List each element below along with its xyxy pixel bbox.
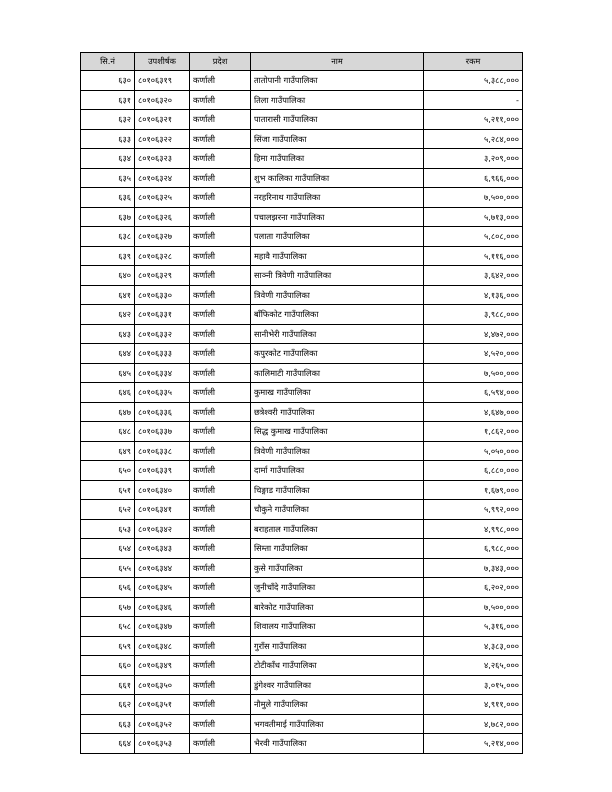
table-row: [81, 90, 523, 110]
amount-cell: ७,५००,०००: [424, 597, 523, 617]
serial-number-cell: ६५५: [81, 558, 135, 578]
table-row: [81, 402, 523, 422]
serial-number-cell: ६४०: [81, 266, 135, 286]
province-cell: कर्णाली: [190, 402, 251, 422]
subheading-code-cell: ८०१०६३३१: [135, 305, 190, 325]
amount-cell: ५,३१६,०००: [424, 617, 523, 637]
province-cell: कर्णाली: [190, 656, 251, 676]
municipality-name-cell: त्रिवेणी गाउँपालिका: [251, 441, 424, 461]
table-row: [81, 324, 523, 344]
municipality-name-cell: भैरवी गाउँपालिका: [251, 734, 424, 754]
province-cell: कर्णाली: [190, 636, 251, 656]
subheading-code-cell: ८०१०६३४६: [135, 597, 190, 617]
subheading-code-cell: ८०१०६३१९: [135, 71, 190, 91]
municipality-name-cell: भगवतीमाई गाउँपालिका: [251, 714, 424, 734]
table-row: [81, 500, 523, 520]
serial-number-cell: ६६१: [81, 675, 135, 695]
serial-number-cell: ६५९: [81, 636, 135, 656]
subheading-code-cell: ८०१०६३२७: [135, 227, 190, 247]
amount-cell: ६,९८८,०००: [424, 539, 523, 559]
header-name: नाम: [251, 53, 424, 71]
municipality-name-cell: छत्रेश्वरी गाउँपालिका: [251, 402, 424, 422]
amount-cell: ५,११६,०००: [424, 246, 523, 266]
table-row: [81, 519, 523, 539]
subheading-code-cell: ८०१०६३४०: [135, 480, 190, 500]
municipality-name-cell: डुंगेश्वर गाउँपालिका: [251, 675, 424, 695]
province-cell: कर्णाली: [190, 71, 251, 91]
municipality-name-cell: सानीभेरी गाउँपालिका: [251, 324, 424, 344]
serial-number-cell: ६४७: [81, 402, 135, 422]
municipality-name-cell: नरहरिनाथ गाउँपालिका: [251, 188, 424, 208]
serial-number-cell: ६५२: [81, 500, 135, 520]
serial-number-cell: ६३४: [81, 149, 135, 169]
subheading-code-cell: ८०१०६३२५: [135, 188, 190, 208]
table-row: [81, 149, 523, 169]
province-cell: कर्णाली: [190, 383, 251, 403]
table-row: [81, 558, 523, 578]
header-subheading-code: उपशीर्षक: [135, 53, 190, 71]
municipality-name-cell: तातोपानी गाउँपालिका: [251, 71, 424, 91]
serial-number-cell: ६६२: [81, 695, 135, 715]
municipality-name-cell: त्रिवेणी गाउँपालिका: [251, 285, 424, 305]
province-cell: कर्णाली: [190, 539, 251, 559]
amount-cell: ४,९११,०००: [424, 695, 523, 715]
amount-cell: ५,२११,०००: [424, 110, 523, 130]
serial-number-cell: ६३२: [81, 110, 135, 130]
serial-number-cell: ६५४: [81, 539, 135, 559]
table-row: [81, 188, 523, 208]
municipality-name-cell: गुराँस गाउँपालिका: [251, 636, 424, 656]
municipality-name-cell: महावै गाउँपालिका: [251, 246, 424, 266]
province-cell: कर्णाली: [190, 558, 251, 578]
subheading-code-cell: ८०१०६३२१: [135, 110, 190, 130]
municipality-name-cell: चौकुने गाउँपालिका: [251, 500, 424, 520]
province-cell: कर्णाली: [190, 363, 251, 383]
amount-cell: १,८६२,०००: [424, 422, 523, 442]
table-row: [81, 129, 523, 149]
province-cell: कर्णाली: [190, 480, 251, 500]
subheading-code-cell: ८०१०६३५३: [135, 734, 190, 754]
amount-cell: ७,५००,०००: [424, 363, 523, 383]
amount-cell: ३,९८८,०००: [424, 305, 523, 325]
subheading-code-cell: ८०१०६३३५: [135, 383, 190, 403]
municipality-name-cell: कपुरकोट गाउँपालिका: [251, 344, 424, 364]
table-row: [81, 695, 523, 715]
table-row: [81, 734, 523, 754]
table-row: [81, 266, 523, 286]
municipality-name-cell: बारेकोट गाउँपालिका: [251, 597, 424, 617]
subheading-code-cell: ८०१०६३३०: [135, 285, 190, 305]
amount-cell: ५,७१३,०००: [424, 207, 523, 227]
province-cell: कर्णाली: [190, 129, 251, 149]
municipality-name-cell: बाँफिकोट गाउँपालिका: [251, 305, 424, 325]
table-row: [81, 285, 523, 305]
table-row: [81, 422, 523, 442]
subheading-code-cell: ८०१०६३३८: [135, 441, 190, 461]
subheading-code-cell: ८०१०६३२३: [135, 149, 190, 169]
subheading-code-cell: ८०१०६३५१: [135, 695, 190, 715]
table-body: [81, 71, 523, 754]
province-cell: कर्णाली: [190, 597, 251, 617]
municipality-name-cell: कुसे गाउँपालिका: [251, 558, 424, 578]
serial-number-cell: ६५७: [81, 597, 135, 617]
serial-number-cell: ६५०: [81, 461, 135, 481]
amount-cell: ४,१३६,०००: [424, 285, 523, 305]
table-row: [81, 675, 523, 695]
amount-cell: ३,२०९,०००: [424, 149, 523, 169]
subheading-code-cell: ८०१०६३२६: [135, 207, 190, 227]
municipality-name-cell: दार्मा गाउँपालिका: [251, 461, 424, 481]
province-cell: कर्णाली: [190, 305, 251, 325]
amount-cell: ४,९९८,०००: [424, 519, 523, 539]
table-row: [81, 539, 523, 559]
subheading-code-cell: ८०१०६३५२: [135, 714, 190, 734]
province-cell: कर्णाली: [190, 110, 251, 130]
subheading-code-cell: ८०१०६३५०: [135, 675, 190, 695]
province-cell: कर्णाली: [190, 227, 251, 247]
subheading-code-cell: ८०१०६३३२: [135, 324, 190, 344]
municipality-name-cell: टोटीकाँध गाउँपालिका: [251, 656, 424, 676]
table-row: [81, 246, 523, 266]
table-row: [81, 636, 523, 656]
province-cell: कर्णाली: [190, 344, 251, 364]
table-row: [81, 714, 523, 734]
subheading-code-cell: ८०१०६३४९: [135, 656, 190, 676]
serial-number-cell: ६३०: [81, 71, 135, 91]
province-cell: कर्णाली: [190, 246, 251, 266]
amount-cell: ३,६४२,०००: [424, 266, 523, 286]
municipality-name-cell: सिद्ध कुमाख गाउँपालिका: [251, 422, 424, 442]
serial-number-cell: ६६३: [81, 714, 135, 734]
table-row: [81, 480, 523, 500]
serial-number-cell: ६४६: [81, 383, 135, 403]
amount-cell: ३,०१५,०००: [424, 675, 523, 695]
amount-cell: ५,९९२,०००: [424, 500, 523, 520]
amount-cell: ५,०५०,०००: [424, 441, 523, 461]
amount-cell: ४,५२०,०००: [424, 344, 523, 364]
municipality-name-cell: जुनीचाँदे गाउँपालिका: [251, 578, 424, 598]
amount-cell: ७,३४३,०००: [424, 558, 523, 578]
table-row: [81, 71, 523, 91]
header-province: प्रदेश: [190, 53, 251, 71]
province-cell: कर्णाली: [190, 149, 251, 169]
province-cell: कर्णाली: [190, 168, 251, 188]
grant-allocation-table: [80, 52, 523, 754]
municipality-name-cell: चिङ्गाड गाउँपालिका: [251, 480, 424, 500]
subheading-code-cell: ८०१०६३३४: [135, 363, 190, 383]
table-row: [81, 617, 523, 637]
province-cell: कर्णाली: [190, 461, 251, 481]
serial-number-cell: ६४३: [81, 324, 135, 344]
municipality-name-cell: तिला गाउँपालिका: [251, 90, 424, 110]
subheading-code-cell: ८०१०६३२०: [135, 90, 190, 110]
table-header: [81, 53, 523, 71]
amount-cell: ५,२१४,०००: [424, 734, 523, 754]
serial-number-cell: ६५१: [81, 480, 135, 500]
province-cell: कर्णाली: [190, 695, 251, 715]
serial-number-cell: ६३९: [81, 246, 135, 266]
serial-number-cell: ६४४: [81, 344, 135, 364]
province-cell: कर्णाली: [190, 441, 251, 461]
amount-cell: ७,५००,०००: [424, 188, 523, 208]
subheading-code-cell: ८०१०६३४४: [135, 558, 190, 578]
province-cell: कर्णाली: [190, 188, 251, 208]
municipality-name-cell: पातारासी गाउँपालिका: [251, 110, 424, 130]
subheading-code-cell: ८०१०६३३९: [135, 461, 190, 481]
municipality-name-cell: कालिमाटी गाउँपालिका: [251, 363, 424, 383]
serial-number-cell: ६४२: [81, 305, 135, 325]
province-cell: कर्णाली: [190, 734, 251, 754]
province-cell: कर्णाली: [190, 422, 251, 442]
amount-cell: ६,२०२,०००: [424, 578, 523, 598]
province-cell: कर्णाली: [190, 90, 251, 110]
table-row: [81, 461, 523, 481]
table-row: [81, 656, 523, 676]
subheading-code-cell: ८०१०६३३६: [135, 402, 190, 422]
table-row: [81, 227, 523, 247]
serial-number-cell: ६४५: [81, 363, 135, 383]
province-cell: कर्णाली: [190, 578, 251, 598]
municipality-name-cell: पलाता गाउँपालिका: [251, 227, 424, 247]
amount-cell: ५,२८४,०००: [424, 129, 523, 149]
municipality-name-cell: सिंजा गाउँपालिका: [251, 129, 424, 149]
serial-number-cell: ६३६: [81, 188, 135, 208]
amount-cell: ६,९६६,०००: [424, 168, 523, 188]
province-cell: कर्णाली: [190, 519, 251, 539]
serial-number-cell: ६४१: [81, 285, 135, 305]
subheading-code-cell: ८०१०६३४३: [135, 539, 190, 559]
serial-number-cell: ६६४: [81, 734, 135, 754]
subheading-code-cell: ८०१०६३४२: [135, 519, 190, 539]
table-row: [81, 578, 523, 598]
amount-cell: ५,३८८,०००: [424, 71, 523, 91]
serial-number-cell: ६३८: [81, 227, 135, 247]
amount-cell: १,६७९,०००: [424, 480, 523, 500]
amount-cell: -: [424, 90, 523, 110]
subheading-code-cell: ८०१०६३२२: [135, 129, 190, 149]
header-amount: रकम: [424, 53, 523, 71]
subheading-code-cell: ८०१०६३२९: [135, 266, 190, 286]
municipality-name-cell: साञ्नी त्रिवेणी गाउँपालिका: [251, 266, 424, 286]
serial-number-cell: ६४८: [81, 422, 135, 442]
amount-cell: ४,६४७,०००: [424, 402, 523, 422]
table-row: [81, 383, 523, 403]
table-row: [81, 110, 523, 130]
municipality-name-cell: शिवालय गाउँपालिका: [251, 617, 424, 637]
table-row: [81, 363, 523, 383]
municipality-name-cell: नौमुले गाउँपालिका: [251, 695, 424, 715]
subheading-code-cell: ८०१०६३३७: [135, 422, 190, 442]
subheading-code-cell: ८०१०६३४७: [135, 617, 190, 637]
municipality-name-cell: बराहताल गाउँपालिका: [251, 519, 424, 539]
amount-cell: ४,३८३,०००: [424, 636, 523, 656]
subheading-code-cell: ८०१०६३४१: [135, 500, 190, 520]
amount-cell: ६,८८०,०००: [424, 461, 523, 481]
municipality-name-cell: हिमा गाउँपालिका: [251, 149, 424, 169]
table-row: [81, 168, 523, 188]
subheading-code-cell: ८०१०६३२४: [135, 168, 190, 188]
amount-cell: ४,४७२,०००: [424, 324, 523, 344]
amount-cell: ४,७८२,०००: [424, 714, 523, 734]
subheading-code-cell: ८०१०६३४५: [135, 578, 190, 598]
amount-cell: ६,५९४,०००: [424, 383, 523, 403]
serial-number-cell: ६४९: [81, 441, 135, 461]
municipality-name-cell: कुमाख गाउँपालिका: [251, 383, 424, 403]
amount-cell: ५,८०८,०००: [424, 227, 523, 247]
province-cell: कर्णाली: [190, 714, 251, 734]
subheading-code-cell: ८०१०६३४८: [135, 636, 190, 656]
province-cell: कर्णाली: [190, 500, 251, 520]
province-cell: कर्णाली: [190, 617, 251, 637]
province-cell: कर्णाली: [190, 285, 251, 305]
table-row: [81, 207, 523, 227]
municipality-name-cell: सिम्ता गाउँपालिका: [251, 539, 424, 559]
table-row: [81, 597, 523, 617]
municipality-name-cell: पचालझरना गाउँपालिका: [251, 207, 424, 227]
municipality-name-cell: शुभ कालिका गाउँपालिका: [251, 168, 424, 188]
serial-number-cell: ६३७: [81, 207, 135, 227]
table-row: [81, 305, 523, 325]
amount-cell: ४,२६५,०००: [424, 656, 523, 676]
serial-number-cell: ६३३: [81, 129, 135, 149]
province-cell: कर्णाली: [190, 266, 251, 286]
table-row: [81, 441, 523, 461]
serial-number-cell: ६५६: [81, 578, 135, 598]
serial-number-cell: ६५३: [81, 519, 135, 539]
serial-number-cell: ६५८: [81, 617, 135, 637]
province-cell: कर्णाली: [190, 324, 251, 344]
province-cell: कर्णाली: [190, 675, 251, 695]
header-row: [81, 53, 523, 71]
subheading-code-cell: ८०१०६३२८: [135, 246, 190, 266]
serial-number-cell: ६३५: [81, 168, 135, 188]
header-serial-number: सि.नं: [81, 53, 135, 71]
subheading-code-cell: ८०१०६३३३: [135, 344, 190, 364]
serial-number-cell: ६३१: [81, 90, 135, 110]
province-cell: कर्णाली: [190, 207, 251, 227]
table-row: [81, 344, 523, 364]
serial-number-cell: ६६०: [81, 656, 135, 676]
